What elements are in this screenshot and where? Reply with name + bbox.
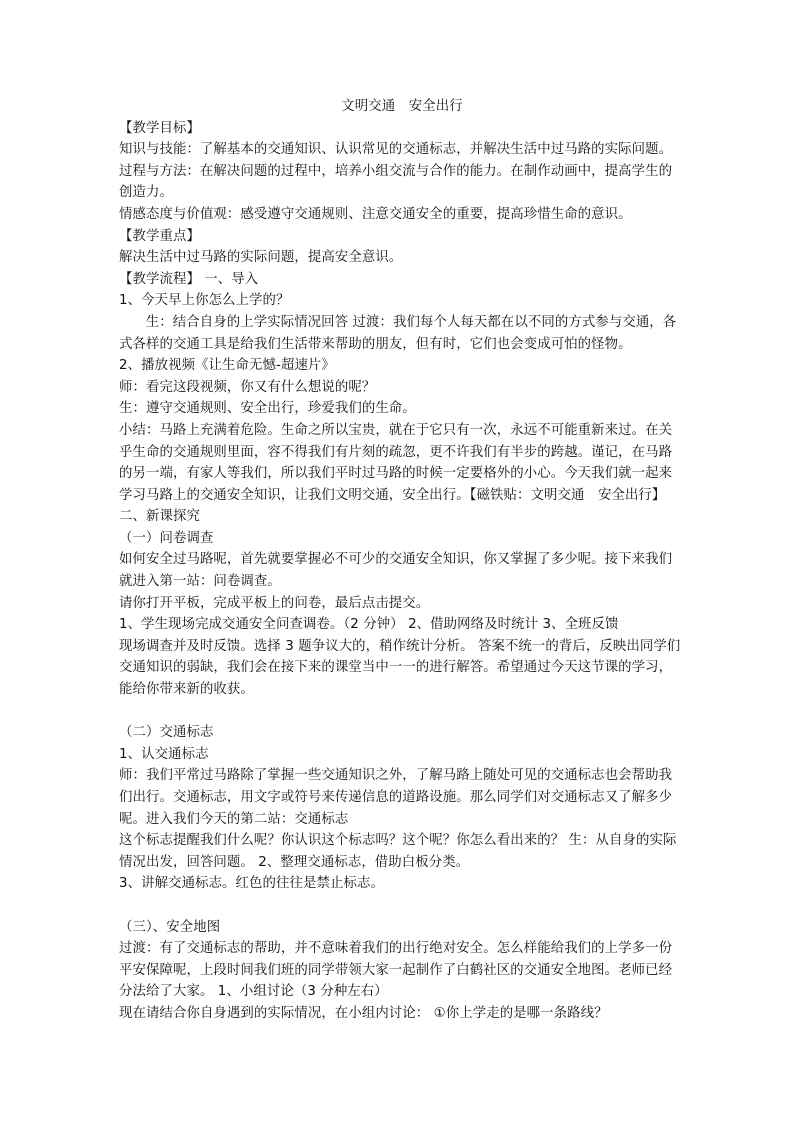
paragraph-student-reply: 生：遵守交通规则、安全出行，珍爱我们的生命。 [119,401,416,417]
heading-key-points: 【教学重点】 [119,228,200,244]
heading-safety-map: （三）、安全地图 [119,919,221,935]
heading-questionnaire: （一）问卷调查 [119,530,214,546]
paragraph-questionnaire-intro: 如何安全过马路呢，首先就要掌握必不可少的交通安全知识，你又掌握了多少呢。接下来我们就进入第一站：问卷调查。 [119,552,673,590]
heading-teaching-flow: 【教学流程】 一、导入 [119,271,259,287]
item-play-video: 2、播放视频《让生命无憾-超速片》 [119,358,335,374]
blank-line [119,895,685,917]
heading-new-lesson: 二、新课探究 [119,509,200,525]
paragraph-student-answer: 生：结合自身的上学实际情况回答 过渡：我们每个人每天都在以不同的方式参与交通，各式各样的交通工具是给我们生活带来帮助的朋友，但有时，它们也会变成可怕的怪物。 [119,314,677,352]
paragraph-summary: 小结：马路上充满着危险。生命之所以宝贵，就在于它只有一次，永远不可能重新来过。在关乎生命的交通规则里面，容不得我们有片刻的疏忽，更不许我们有半步的跨越。谨记，在马路的另一端，有家人等我们，所以我们平时过马路的时候一定要格外的小心。今天我们就一起来学习马路上的交通安全知识，让我们文明交通，安全出行。【磁铁贴：文明交通 安全出行】 [119,422,673,503]
blank-line [119,701,685,723]
paragraph-feedback: 现场调查并及时反馈。选择 3 题争议大的，稍作统计分析。 答案不统一的背后，反映出同学们交通知识的弱缺，我们会在接下来的课堂当中一一的进行解答。希望通过今天这节课的学习，能给你带来新的收获。 [119,638,681,698]
paragraph-explain-signs: 3、讲解交通标志。红色的往往是禁止标志。 [119,876,384,892]
paragraph-key-points: 解决生活中过马路的实际问题，提高安全意识。 [119,250,403,266]
paragraph-group-discussion: 现在请结合你自身遇到的实际情况，在小组内讨论： ①你上学走的是哪一条路线？ [119,1005,608,1021]
paragraph-open-tablet: 请你打开平板，完成平板上的问卷，最后点击提交。 [119,595,430,611]
paragraph-signs-intro: 师：我们平常过马路除了掌握一些交通知识之外，了解马路上随处可见的交通标志也会帮助我们出行。交通标志，用文字或符号来传递信息的道路设施。那么同学们对交通标志又了解多少呢。进入我们今天的第二站：交通标志 [119,768,673,827]
heading-objectives: 【教学目标】 [119,120,200,136]
document-page [119,96,685,1025]
item-recognize-signs: 1、认交通标志 [119,746,209,762]
paragraph-knowledge-skills: 知识与技能：了解基本的交通知识、认识常见的交通标志，并解决生活中过马路的实际问题。 [119,142,673,158]
paragraph-map-transition: 过渡：有了交通标志的帮助，并不意味着我们的出行绝对安全。怎么样能给我们的上学多一份平安保障呢，上段时间我们班的同学带领大家一起制作了白鹤社区的交通安全地图。老师已经分法给了大家。 1、小组讨论（3 分种左右） [119,941,673,1000]
document-title: 文明交通 安全出行 [341,99,463,114]
paragraph-steps: 1、学生现场完成交通安全问查调卷。（2 分钟） 2、借助网络及时统计 3、全班反馈 [119,617,619,633]
paragraph-teacher-question: 师：看完这段视频，你又有什么想说的呢？ [119,379,376,395]
question-how-to-school: 1、今天早上你怎么上学的？ [119,293,290,309]
heading-traffic-signs: （二）交通标志 [119,725,214,741]
paragraph-process-method: 过程与方法：在解决问题的过程中，培养小组交流与合作的能力。在制作动画中，提高学生的创造力。 [119,163,673,201]
paragraph-signs-questions: 这个标志提醒我们什么呢？你认识这个标志吗？这个呢？你怎么看出来的？ 生：从自身的实际情况出发，回答问题。 2、整理交通标志，借助白板分类。 [119,833,677,870]
paragraph-emotion-values: 情感态度与价值观：感受遵守交通规则、注意交通安全的重要，提高珍惜生命的意识。 [119,206,632,222]
